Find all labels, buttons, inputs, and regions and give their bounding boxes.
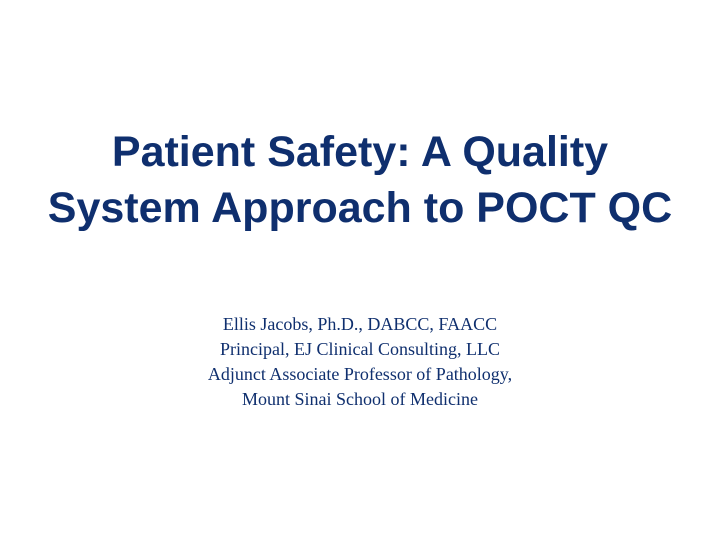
- presenter-appointment: Adjunct Associate Professor of Pathology,: [207, 364, 513, 384]
- slide-title-line-1: Patient Safety: A Quality: [111, 128, 609, 176]
- presenter-info: [60, 312, 660, 412]
- presenter-role: Principal, EJ Clinical Consulting, LLC: [220, 339, 500, 359]
- slide-title-line-2: System Approach to POCT QC: [47, 184, 673, 232]
- presenter-name: Ellis Jacobs, Ph.D., DABCC, FAACC: [222, 314, 498, 334]
- presenter-institution: Mount Sinai School of Medicine: [242, 389, 478, 409]
- slide-title: [20, 124, 700, 236]
